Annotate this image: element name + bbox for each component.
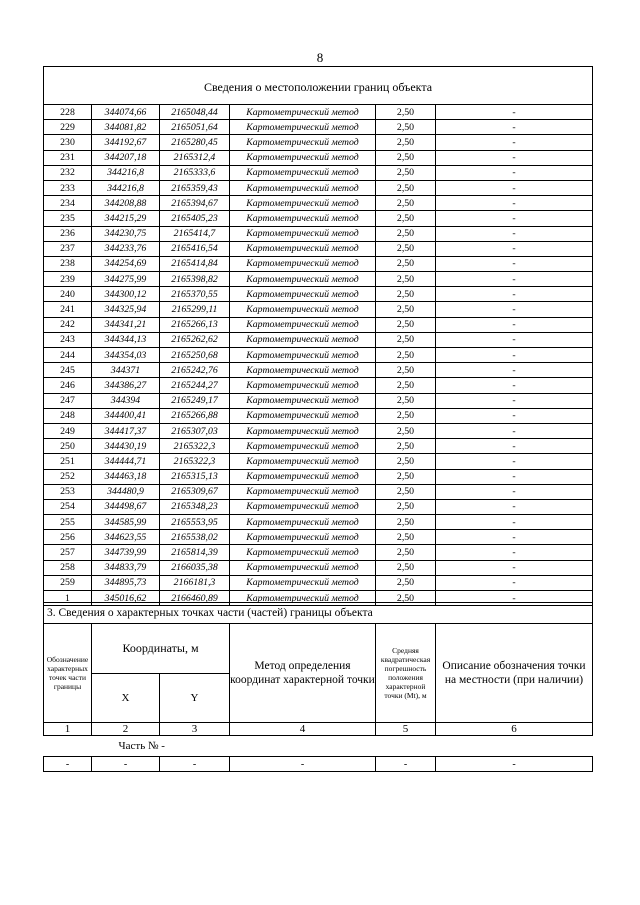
point-number: 240 [44,287,92,302]
table-row [44,423,593,438]
point-number: 246 [44,378,92,393]
table-row [44,287,593,302]
accuracy: 2,50 [376,211,436,226]
y-coordinate: 2166181,3 [160,575,230,590]
y-coordinate: 2165538,02 [160,530,230,545]
table-row [44,484,593,499]
part-points-table [43,602,593,772]
method: Картометрический метод [230,105,376,120]
y-header: Y [160,673,230,723]
method: Картометрический метод [230,560,376,575]
y-coordinate: 2165249,17 [160,393,230,408]
table-row [44,302,593,317]
description: - [436,363,593,378]
y-coordinate: 2165322,3 [160,439,230,454]
point-number: 237 [44,241,92,256]
point-number: 255 [44,515,92,530]
accuracy: 2,50 [376,545,436,560]
x-coordinate: 344074,66 [92,105,160,120]
description: - [436,591,593,606]
accuracy: 2,50 [376,363,436,378]
accuracy: 2,50 [376,317,436,332]
point-number: 233 [44,180,92,195]
method: Картометрический метод [230,150,376,165]
x-coordinate: 344344,13 [92,332,160,347]
accuracy: 2,50 [376,530,436,545]
method: Картометрический метод [230,256,376,271]
accuracy: 2,50 [376,454,436,469]
point-number: 252 [44,469,92,484]
description: - [436,439,593,454]
table-row [44,150,593,165]
point-number: 230 [44,135,92,150]
description: - [436,575,593,590]
method: Картометрический метод [230,180,376,195]
y-coordinate: 2165309,67 [160,484,230,499]
table-row [44,515,593,530]
x-coordinate: 344417,37 [92,423,160,438]
y-coordinate: 2165315,13 [160,469,230,484]
y-coordinate: 2166035,38 [160,560,230,575]
table-row [44,545,593,560]
description: - [436,393,593,408]
accuracy: 2,50 [376,378,436,393]
empty-cell: - [44,757,92,772]
method: Картометрический метод [230,272,376,287]
description: - [436,560,593,575]
empty-cell: - [376,757,436,772]
column-number: 2 [92,723,160,736]
x-coordinate: 344192,67 [92,135,160,150]
description: - [436,226,593,241]
point-number: 259 [44,575,92,590]
table-row [44,256,593,271]
accuracy: 2,50 [376,180,436,195]
accuracy: 2,50 [376,165,436,180]
method: Картометрический метод [230,363,376,378]
table-row [44,165,593,180]
x-coordinate: 344833,79 [92,560,160,575]
method: Картометрический метод [230,287,376,302]
method: Картометрический метод [230,378,376,393]
y-coordinate: 2165244,27 [160,378,230,393]
method: Картометрический метод [230,120,376,135]
y-coordinate: 2165370,55 [160,287,230,302]
y-coordinate: 2165405,23 [160,211,230,226]
description: - [436,423,593,438]
description: - [436,256,593,271]
point-number: 231 [44,150,92,165]
accuracy: 2,50 [376,423,436,438]
x-coordinate: 344233,76 [92,241,160,256]
description: - [436,302,593,317]
method: Картометрический метод [230,515,376,530]
column-number: 6 [436,723,593,736]
method: Картометрический метод [230,439,376,454]
accuracy: 2,50 [376,348,436,363]
method: Картометрический метод [230,408,376,423]
x-coordinate: 344463,18 [92,469,160,484]
y-coordinate: 2165359,43 [160,180,230,195]
accuracy: 2,50 [376,196,436,211]
method: Картометрический метод [230,545,376,560]
description: - [436,272,593,287]
description: - [436,180,593,195]
description: - [436,120,593,135]
x-coordinate: 344208,88 [92,196,160,211]
method-header: Метод определения координат характерной точки [230,624,376,723]
column-number: 5 [376,723,436,736]
page-number: 8 [316,50,324,65]
table-row [44,105,593,120]
table-row [44,196,593,211]
x-coordinate: 344207,18 [92,150,160,165]
table-row [44,120,593,135]
accuracy: 2,50 [376,560,436,575]
point-number: 249 [44,423,92,438]
x-coordinate: 344081,82 [92,120,160,135]
description: - [436,484,593,499]
method: Картометрический метод [230,575,376,590]
point-number: 257 [44,545,92,560]
table-row [44,348,593,363]
description: - [436,211,593,226]
point-number: 247 [44,393,92,408]
accuracy: 2,50 [376,287,436,302]
y-coordinate: 2165414,84 [160,256,230,271]
description: - [436,150,593,165]
y-coordinate: 2165299,11 [160,302,230,317]
y-coordinate: 2165398,82 [160,272,230,287]
x-header: X [92,673,160,723]
table-row [44,363,593,378]
accuracy: 2,50 [376,120,436,135]
section-title: 3. Сведения о характерных точках части (частей) границы объекта [44,603,593,624]
table-row [44,575,593,590]
point-number: 228 [44,105,92,120]
accuracy: 2,50 [376,135,436,150]
method: Картометрический метод [230,317,376,332]
x-coordinate: 344623,55 [92,530,160,545]
boundary-table [43,66,593,606]
empty-cell: - [230,757,376,772]
table-row [44,499,593,514]
y-coordinate: 2165322,3 [160,454,230,469]
method: Картометрический метод [230,393,376,408]
y-coordinate: 2165242,76 [160,363,230,378]
table-row [44,469,593,484]
point-number: 234 [44,196,92,211]
x-coordinate: 344739,99 [92,545,160,560]
x-coordinate: 344216,8 [92,180,160,195]
point-number: 251 [44,454,92,469]
x-coordinate: 344254,69 [92,256,160,271]
method: Картометрический метод [230,135,376,150]
description: - [436,348,593,363]
accuracy: 2,50 [376,484,436,499]
x-coordinate: 344444,71 [92,454,160,469]
y-coordinate: 2165051,64 [160,120,230,135]
accuracy: 2,50 [376,393,436,408]
description: - [436,499,593,514]
point-number: 229 [44,120,92,135]
accuracy: 2,50 [376,439,436,454]
method: Картометрический метод [230,423,376,438]
point-number: 243 [44,332,92,347]
column-number: 1 [44,723,92,736]
method: Картометрический метод [230,454,376,469]
point-number: 239 [44,272,92,287]
x-coordinate: 344430,19 [92,439,160,454]
x-coordinate: 344386,27 [92,378,160,393]
point-number: 242 [44,317,92,332]
point-number: 258 [44,560,92,575]
point-number: 248 [44,408,92,423]
y-coordinate: 2165348,23 [160,499,230,514]
boundary-table-title: Сведения о местоположении границ объекта [44,67,593,105]
x-coordinate: 344300,12 [92,287,160,302]
accuracy: 2,50 [376,150,436,165]
table-row [44,439,593,454]
x-coordinate: 344325,94 [92,302,160,317]
description: - [436,241,593,256]
x-coordinate: 344341,21 [92,317,160,332]
accuracy-header: Средняя квадратическая погрешность положения характерной точки (Мt), м [376,624,436,723]
description: - [436,332,593,347]
table-row [44,530,593,545]
method: Картометрический метод [230,484,376,499]
y-coordinate: 2165048,44 [160,105,230,120]
column-number: 3 [160,723,230,736]
table-row [44,241,593,256]
x-coordinate: 344371 [92,363,160,378]
description: - [436,317,593,332]
x-coordinate: 344895,73 [92,575,160,590]
table-row [44,560,593,575]
accuracy: 2,50 [376,408,436,423]
point-number: 250 [44,439,92,454]
description: - [436,378,593,393]
empty-cell: - [92,757,160,772]
y-coordinate: 2165266,13 [160,317,230,332]
y-coordinate: 2165262,62 [160,332,230,347]
coordinates-header: Координаты, м [92,624,230,674]
point-number: 253 [44,484,92,499]
table-row [44,180,593,195]
y-coordinate: 2165266,88 [160,408,230,423]
table-row [44,332,593,347]
description: - [436,454,593,469]
y-coordinate: 2165553,95 [160,515,230,530]
point-number: 232 [44,165,92,180]
accuracy: 2,50 [376,241,436,256]
method: Картометрический метод [230,499,376,514]
accuracy: 2,50 [376,302,436,317]
table-row [44,317,593,332]
description: - [436,469,593,484]
table-row [44,272,593,287]
accuracy: 2,50 [376,226,436,241]
accuracy: 2,50 [376,515,436,530]
y-coordinate: 2165312,4 [160,150,230,165]
accuracy: 2,50 [376,591,436,606]
accuracy: 2,50 [376,105,436,120]
method: Картометрический метод [230,226,376,241]
y-coordinate: 2165394,67 [160,196,230,211]
accuracy: 2,50 [376,272,436,287]
method: Картометрический метод [230,196,376,211]
method: Картометрический метод [230,211,376,226]
y-coordinate: 2165416,54 [160,241,230,256]
description: - [436,515,593,530]
y-coordinate: 2165414,7 [160,226,230,241]
accuracy: 2,50 [376,256,436,271]
method: Картометрический метод [230,302,376,317]
part-label: Часть № - [44,736,593,757]
y-coordinate: 2166460,89 [160,591,230,606]
y-coordinate: 2165280,45 [160,135,230,150]
table-row [44,226,593,241]
description: - [436,165,593,180]
description: - [436,287,593,302]
point-number: 236 [44,226,92,241]
x-coordinate: 344275,99 [92,272,160,287]
description: - [436,530,593,545]
table-row [44,378,593,393]
point-number: 256 [44,530,92,545]
method: Картометрический метод [230,530,376,545]
method: Картометрический метод [230,469,376,484]
point-number: 245 [44,363,92,378]
method: Картометрический метод [230,591,376,606]
point-number: 254 [44,499,92,514]
table-row [44,211,593,226]
point-number: 1 [44,591,92,606]
point-designation-header: Обозначение характерных точек части границы [44,624,92,723]
x-coordinate: 344354,03 [92,348,160,363]
point-number: 241 [44,302,92,317]
description: - [436,196,593,211]
method: Картометрический метод [230,241,376,256]
point-number: 238 [44,256,92,271]
description: - [436,408,593,423]
x-coordinate: 344215,29 [92,211,160,226]
method: Картометрический метод [230,165,376,180]
description: - [436,135,593,150]
table-row [44,408,593,423]
accuracy: 2,50 [376,575,436,590]
description: - [436,545,593,560]
x-coordinate: 344585,99 [92,515,160,530]
x-coordinate: 344394 [92,393,160,408]
method: Картометрический метод [230,332,376,347]
x-coordinate: 345016,62 [92,591,160,606]
accuracy: 2,50 [376,469,436,484]
accuracy: 2,50 [376,332,436,347]
x-coordinate: 344216,8 [92,165,160,180]
empty-cell: - [436,757,593,772]
description-header: Описание обозначения точки на местности (при наличии) [436,624,593,723]
description: - [436,105,593,120]
y-coordinate: 2165814,39 [160,545,230,560]
x-coordinate: 344230,75 [92,226,160,241]
empty-cell: - [160,757,230,772]
x-coordinate: 344480,9 [92,484,160,499]
point-number: 235 [44,211,92,226]
y-coordinate: 2165250,68 [160,348,230,363]
accuracy: 2,50 [376,499,436,514]
method: Картометрический метод [230,348,376,363]
table-row [44,393,593,408]
table-row [44,135,593,150]
column-number: 4 [230,723,376,736]
x-coordinate: 344400,41 [92,408,160,423]
point-number: 244 [44,348,92,363]
y-coordinate: 2165333,6 [160,165,230,180]
y-coordinate: 2165307,03 [160,423,230,438]
table-row [44,454,593,469]
x-coordinate: 344498,67 [92,499,160,514]
